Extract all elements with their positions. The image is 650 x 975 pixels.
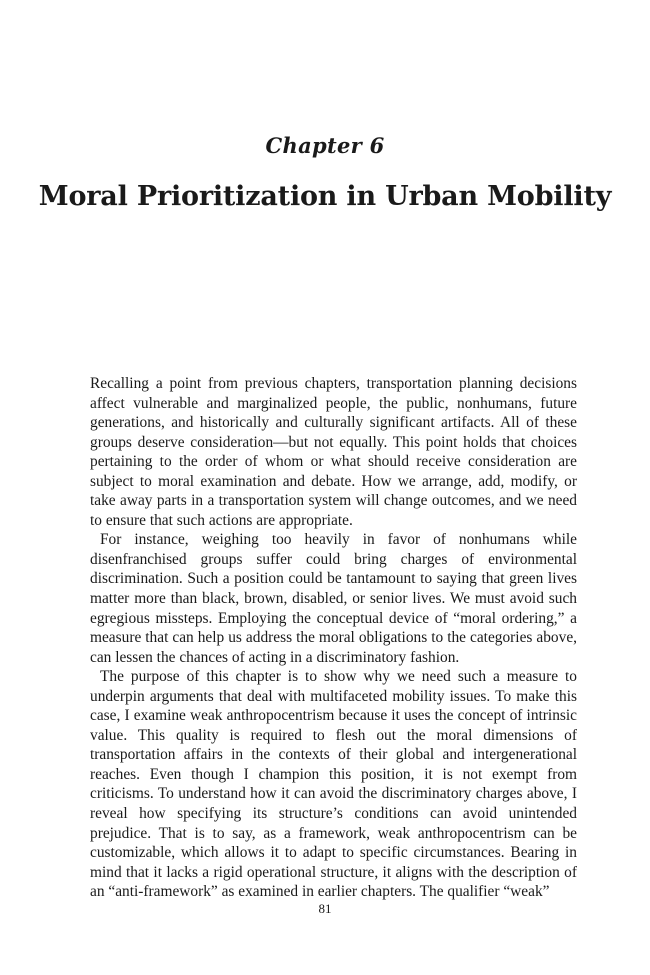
paragraph-2: For instance, weighing too heavily in favor of nonhumans while disenfranchised groups suffer could bring charges of environmental discrimination. Such a position could be tantamount to saying that green lives matter more than black, brown, disabled, or senior lives. We must avoid such egregious missteps. Employing the conceptual device of “moral ordering,” a measure that can help us address the moral obligations to the categories above, can lessen the chances of acting in a discriminatory fashion. <box>90 531 577 666</box>
paragraph-3: The purpose of this chapter is to show why we need such a measure to underpin arguments that deal with multifaceted mobility issues. To make this case, I examine weak anthropocentrism because it uses the concept of intrinsic value. This quality is required to flesh out the moral dimensions of transportation affairs in the contexts of their global and intergenerational reaches. Even though I champion this position, it is not exempt from criticisms. To understand how it can avoid the discriminatory charges above, I reveal how specifying its structure’s conditions can avoid unintended prejudice. That is to say, as a framework, weak anthropocentrism can be customizable, which allows it to adapt to specific circumstances. Bearing in mind that it lacks a rigid operational structure, it aligns with the description of an “anti-framework” as examined in earlier chapters. The qualifier “weak” <box>90 668 577 901</box>
paragraph-1: Recalling a point from previous chapters, transportation planning decisions affect vulnerable and marginalized people, the public, nonhumans, future generations, and historically and culturally significant artifacts. All of these groups deserve consideration—but not equally. This point holds that choices pertaining to the order of whom or what should receive consideration are subject to moral examination and debate. How we arrange, add, modify, or take away parts in a transportation system will change outcomes, and we need to ensure that such actions are appropriate. <box>90 375 577 529</box>
body-text <box>90 374 577 902</box>
chapter-title: Moral Prioritization in Urban Mobility <box>38 181 612 212</box>
page-number: 81 <box>318 901 332 916</box>
chapter-label: Chapter 6 <box>265 133 385 158</box>
